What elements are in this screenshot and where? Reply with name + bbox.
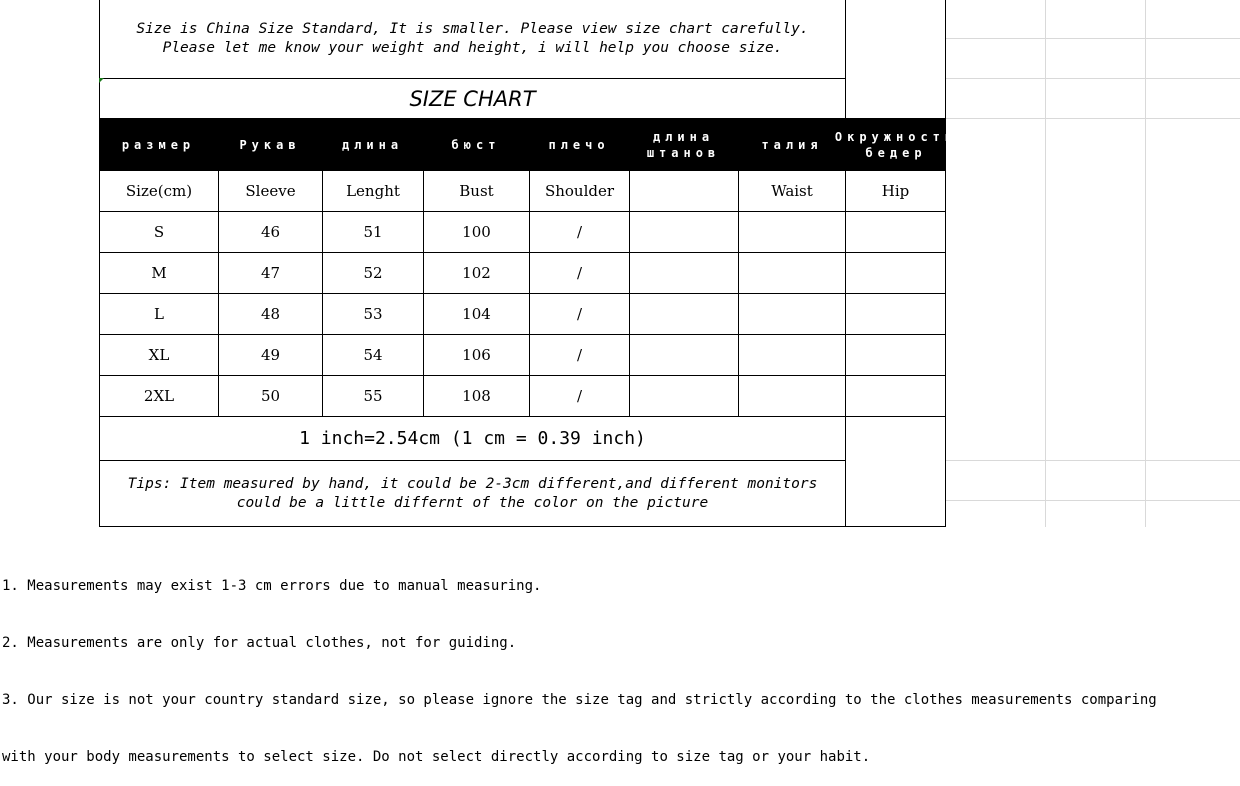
cell-pants-length: [630, 335, 739, 376]
size-standard-note: [99, 0, 846, 79]
cell-sleeve: 49: [219, 335, 323, 376]
cell-pants-length: [630, 294, 739, 335]
cell-shoulder: /: [530, 335, 630, 376]
measurement-notes: [2, 539, 1238, 786]
cell-shoulder: /: [530, 376, 630, 417]
cell-pants-length: [630, 212, 739, 253]
note-3-continued: with your body measurements to select size. Do not select directly according to size tag or your habit.: [2, 749, 871, 765]
table-row: [99, 253, 946, 294]
header-length: Lenght: [323, 171, 424, 212]
header-shoulder: Shoulder: [530, 171, 630, 212]
cell-length: 52: [323, 253, 424, 294]
cell-waist: [739, 253, 846, 294]
cell-waist: [739, 294, 846, 335]
cell-bust: 104: [424, 294, 530, 335]
header-sleeve: Sleeve: [219, 171, 323, 212]
cell-size: M: [99, 253, 219, 294]
note-line-1: Size is China Size Standard, It is smaller. Please view size chart carefully.: [136, 21, 809, 37]
cell-sleeve: 50: [219, 376, 323, 417]
cell-length: 54: [323, 335, 424, 376]
cell-bust: 100: [424, 212, 530, 253]
cell-bust: 106: [424, 335, 530, 376]
cell-length: 51: [323, 212, 424, 253]
cell-length: 55: [323, 376, 424, 417]
russian-header-row: [99, 118, 958, 171]
cell-waist: [739, 335, 846, 376]
empty-cell: [846, 0, 946, 118]
table-bottom-border: [846, 526, 946, 527]
header-ru-waist: талия: [761, 137, 823, 152]
cell-bust: 108: [424, 376, 530, 417]
cell-size: L: [99, 294, 219, 335]
header-waist: Waist: [739, 171, 846, 212]
header-ru-sleeve: Рукав: [239, 137, 301, 152]
cell-sleeve: 48: [219, 294, 323, 335]
note-1: 1. Measurements may exist 1-3 cm errors due to manual measuring.: [2, 578, 542, 594]
english-header-row: [99, 171, 946, 212]
header-ru-size: размер: [121, 137, 196, 152]
cell-size: 2XL: [99, 376, 219, 417]
cell-shoulder: /: [530, 212, 630, 253]
table-row: [99, 212, 946, 253]
cell-sleeve: 46: [219, 212, 323, 253]
cell-hip: [846, 294, 946, 335]
header-hip: Hip: [846, 171, 946, 212]
table-row: [99, 294, 946, 335]
header-ru-length: длина: [341, 137, 404, 152]
size-chart-sheet: [99, 0, 958, 527]
cell-comment-marker: [99, 78, 104, 83]
header-bust: Bust: [424, 171, 530, 212]
header-ru-shoulder: плечо: [548, 137, 610, 152]
cell-waist: [739, 212, 846, 253]
measurement-tips: [99, 461, 846, 527]
cell-waist: [739, 376, 846, 417]
cell-length: 53: [323, 294, 424, 335]
spreadsheet-gridlines: [946, 0, 1240, 527]
cell-sleeve: 47: [219, 253, 323, 294]
tips-line-1: Tips: Item measured by hand, it could be 2-3cm different,and different monitors: [127, 475, 818, 492]
inch-cm-conversion: 1 inch=2.54cm (1 cm = 0.39 inch): [99, 417, 846, 461]
tips-line-2: could be a little differnt of the color on the picture: [236, 494, 709, 511]
size-chart-title: SIZE CHART: [99, 79, 846, 118]
cell-hip: [846, 376, 946, 417]
header-pants-length: [630, 171, 739, 212]
cell-hip: [846, 335, 946, 376]
header-size: Size(cm): [99, 171, 219, 212]
note-line-2: Please let me know your weight and height, i will help you choose size.: [162, 40, 783, 56]
empty-cell: [846, 417, 946, 527]
header-ru-bust: бюст: [451, 137, 501, 152]
cell-bust: 102: [424, 253, 530, 294]
cell-pants-length: [630, 253, 739, 294]
cell-size: S: [99, 212, 219, 253]
header-ru-pants-length: длина штанов: [646, 129, 721, 160]
cell-size: XL: [99, 335, 219, 376]
note-3: 3. Our size is not your country standard size, so please ignore the size tag and strictly according to the clothes measurements comparing: [2, 692, 1157, 708]
note-2: 2. Measurements are only for actual clothes, not for guiding.: [2, 635, 517, 651]
header-ru-hip: Окружность бедер: [834, 129, 958, 160]
cell-pants-length: [630, 376, 739, 417]
table-row: [99, 376, 946, 417]
cell-hip: [846, 253, 946, 294]
cell-hip: [846, 212, 946, 253]
table-row: [99, 335, 946, 376]
cell-shoulder: /: [530, 294, 630, 335]
cell-shoulder: /: [530, 253, 630, 294]
